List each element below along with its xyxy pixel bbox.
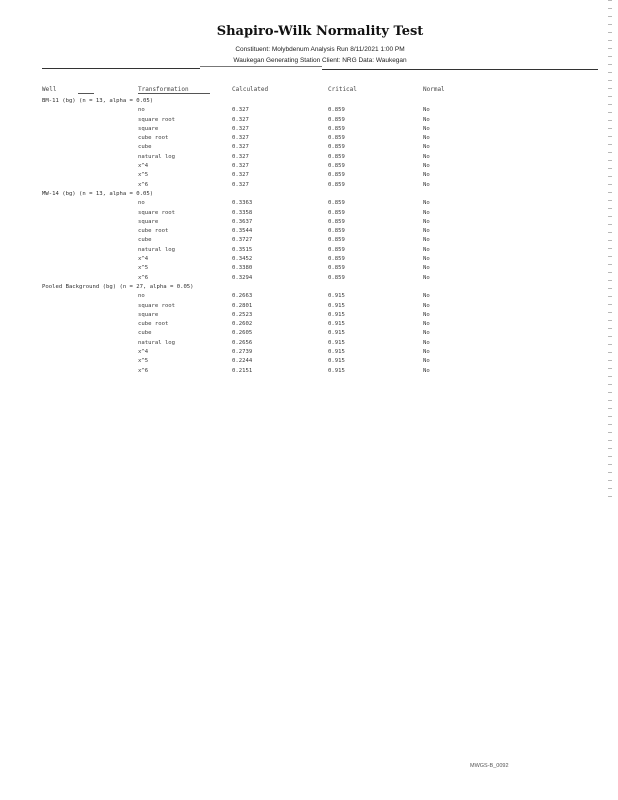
cell-normal: No	[423, 163, 430, 170]
table-row	[0, 367, 618, 376]
cell-normal: No	[423, 349, 430, 356]
cell-critical: 0.859	[328, 246, 345, 253]
cell-calculated: 0.2602	[232, 321, 253, 328]
cell-calculated: 0.327	[232, 181, 249, 188]
cell-transformation: cube root	[138, 228, 169, 235]
cell-critical: 0.915	[328, 293, 345, 300]
cell-critical: 0.859	[328, 274, 345, 281]
cell-calculated: 0.2656	[232, 339, 253, 346]
cell-calculated: 0.3544	[232, 228, 253, 235]
header-underline-dots	[78, 93, 94, 94]
table-row	[0, 116, 618, 125]
cell-normal: No	[423, 311, 430, 318]
table-row	[0, 292, 618, 301]
group-header-row	[0, 190, 618, 199]
table-row	[0, 143, 618, 152]
cell-normal: No	[423, 200, 430, 207]
cell-transformation: square root	[138, 116, 176, 123]
cell-normal: No	[423, 116, 430, 123]
cell-transformation: x^5	[138, 172, 149, 179]
cell-calculated: 0.2523	[232, 311, 253, 318]
cell-transformation: cube	[138, 330, 152, 337]
cell-calculated: 0.327	[232, 116, 249, 123]
cell-critical: 0.859	[328, 116, 345, 123]
report-subtitle-site: Waukegan Generating Station Client: NRG Data: Waukegan	[233, 57, 407, 64]
cell-normal: No	[423, 330, 430, 337]
cell-calculated: 0.3637	[232, 218, 253, 225]
cell-critical: 0.859	[328, 237, 345, 244]
table-row	[0, 236, 618, 245]
cell-normal: No	[423, 339, 430, 346]
cell-transformation: natural log	[138, 246, 176, 253]
cell-critical: 0.859	[328, 256, 345, 263]
table-row	[0, 153, 618, 162]
table-row	[0, 311, 618, 320]
cell-transformation: square root	[138, 209, 176, 216]
cell-transformation: square	[138, 311, 159, 318]
column-header-transformation: Transformation	[138, 86, 189, 93]
table-row	[0, 320, 618, 329]
cell-transformation: natural log	[138, 339, 176, 346]
cell-transformation: square root	[138, 302, 176, 309]
cell-normal: No	[423, 293, 430, 300]
group-label: Pooled Background (bg) (n = 27, alpha = 0.05)	[42, 283, 194, 290]
cell-calculated: 0.3380	[232, 265, 253, 272]
column-header-critical: Critical	[328, 86, 357, 93]
cell-calculated: 0.2151	[232, 367, 253, 374]
table-row	[0, 246, 618, 255]
table-row	[0, 227, 618, 236]
cell-normal: No	[423, 144, 430, 151]
cell-transformation: natural log	[138, 153, 176, 160]
cell-normal: No	[423, 302, 430, 309]
cell-critical: 0.859	[328, 200, 345, 207]
group-header-row	[0, 283, 618, 292]
cell-transformation: x^6	[138, 367, 149, 374]
scan-edge-marks	[608, 0, 612, 500]
cell-normal: No	[423, 153, 430, 160]
cell-normal: No	[423, 107, 430, 114]
cell-normal: No	[423, 321, 430, 328]
cell-calculated: 0.327	[232, 172, 249, 179]
table-row	[0, 302, 618, 311]
cell-critical: 0.859	[328, 172, 345, 179]
cell-critical: 0.859	[328, 135, 345, 142]
cell-critical: 0.915	[328, 358, 345, 365]
cell-critical: 0.859	[328, 153, 345, 160]
cell-calculated: 0.2801	[232, 302, 253, 309]
table-row	[0, 106, 618, 115]
cell-critical: 0.859	[328, 209, 345, 216]
cell-normal: No	[423, 246, 430, 253]
cell-transformation: no	[138, 293, 145, 300]
report-subtitle-run: Constituent: Molybdenum Analysis Run 8/11/2021 1:00 PM	[235, 46, 405, 53]
cell-calculated: 0.2739	[232, 349, 253, 356]
cell-transformation: cube	[138, 237, 152, 244]
group-label: BM-11 (bg) (n = 13, alpha = 0.05)	[42, 98, 154, 104]
cell-transformation: x^5	[138, 358, 149, 365]
header-rule-right	[322, 69, 598, 70]
cell-normal: No	[423, 228, 430, 235]
cell-calculated: 0.2663	[232, 293, 253, 300]
cell-critical: 0.915	[328, 302, 345, 309]
cell-normal: No	[423, 237, 430, 244]
cell-calculated: 0.3515	[232, 246, 253, 253]
cell-calculated: 0.3452	[232, 256, 253, 263]
table-row	[0, 199, 618, 208]
cell-critical: 0.915	[328, 321, 345, 328]
cell-normal: No	[423, 358, 430, 365]
cell-transformation: cube root	[138, 321, 169, 328]
header-rule-middle	[200, 66, 322, 67]
cell-calculated: 0.327	[232, 107, 249, 114]
results-table	[0, 97, 618, 376]
cell-calculated: 0.3363	[232, 200, 253, 207]
cell-critical: 0.859	[328, 228, 345, 235]
cell-transformation: no	[138, 107, 145, 114]
report-title: Shapiro-Wilk Normality Test	[216, 24, 424, 39]
column-header-calculated: Calculated	[232, 86, 269, 93]
table-row	[0, 329, 618, 338]
cell-critical: 0.915	[328, 367, 345, 374]
cell-calculated: 0.2244	[232, 358, 253, 365]
cell-calculated: 0.3294	[232, 274, 253, 281]
cell-critical: 0.859	[328, 265, 345, 272]
cell-calculated: 0.3358	[232, 209, 253, 216]
cell-critical: 0.915	[328, 349, 345, 356]
cell-critical: 0.859	[328, 218, 345, 225]
cell-critical: 0.915	[328, 330, 345, 337]
cell-calculated: 0.2605	[232, 330, 253, 337]
cell-calculated: 0.327	[232, 163, 249, 170]
cell-transformation: no	[138, 200, 145, 207]
cell-critical: 0.859	[328, 181, 345, 188]
page-id-footer: MWGS-B_0092	[470, 763, 509, 769]
cell-transformation: x^4	[138, 349, 149, 356]
table-row	[0, 264, 618, 273]
header-underline-transformation	[138, 93, 210, 94]
cell-transformation: x^6	[138, 274, 149, 281]
cell-normal: No	[423, 172, 430, 179]
cell-transformation: cube root	[138, 135, 169, 142]
table-row	[0, 209, 618, 218]
table-row	[0, 357, 618, 366]
table-row	[0, 181, 618, 190]
group-header-row	[0, 97, 618, 106]
cell-transformation: cube	[138, 144, 152, 151]
cell-normal: No	[423, 125, 430, 132]
cell-normal: No	[423, 256, 430, 263]
cell-transformation: square	[138, 125, 159, 132]
cell-normal: No	[423, 274, 430, 281]
cell-calculated: 0.327	[232, 125, 249, 132]
cell-critical: 0.915	[328, 339, 345, 346]
column-header-normal: Normal	[423, 86, 445, 93]
column-header-well: Well	[42, 86, 57, 93]
cell-transformation: x^4	[138, 163, 149, 170]
table-row	[0, 274, 618, 283]
cell-normal: No	[423, 218, 430, 225]
cell-calculated: 0.327	[232, 153, 249, 160]
table-row	[0, 125, 618, 134]
cell-transformation: x^6	[138, 181, 149, 188]
table-row	[0, 134, 618, 143]
table-row	[0, 171, 618, 180]
cell-transformation: x^4	[138, 256, 149, 263]
cell-normal: No	[423, 135, 430, 142]
group-label: MW-14 (bg) (n = 13, alpha = 0.05)	[42, 190, 154, 197]
table-row	[0, 339, 618, 348]
cell-critical: 0.859	[328, 107, 345, 114]
cell-critical: 0.859	[328, 144, 345, 151]
table-row	[0, 255, 618, 264]
table-row	[0, 348, 618, 357]
cell-normal: No	[423, 181, 430, 188]
cell-critical: 0.859	[328, 163, 345, 170]
cell-normal: No	[423, 209, 430, 216]
cell-calculated: 0.327	[232, 144, 249, 151]
cell-transformation: square	[138, 218, 159, 225]
table-row	[0, 162, 618, 171]
cell-critical: 0.859	[328, 125, 345, 132]
table-row	[0, 218, 618, 227]
cell-calculated: 0.327	[232, 135, 249, 142]
cell-calculated: 0.3727	[232, 237, 253, 244]
cell-critical: 0.915	[328, 311, 345, 318]
cell-transformation: x^5	[138, 265, 149, 272]
header-rule-left	[42, 68, 200, 69]
cell-normal: No	[423, 265, 430, 272]
cell-normal: No	[423, 367, 430, 374]
